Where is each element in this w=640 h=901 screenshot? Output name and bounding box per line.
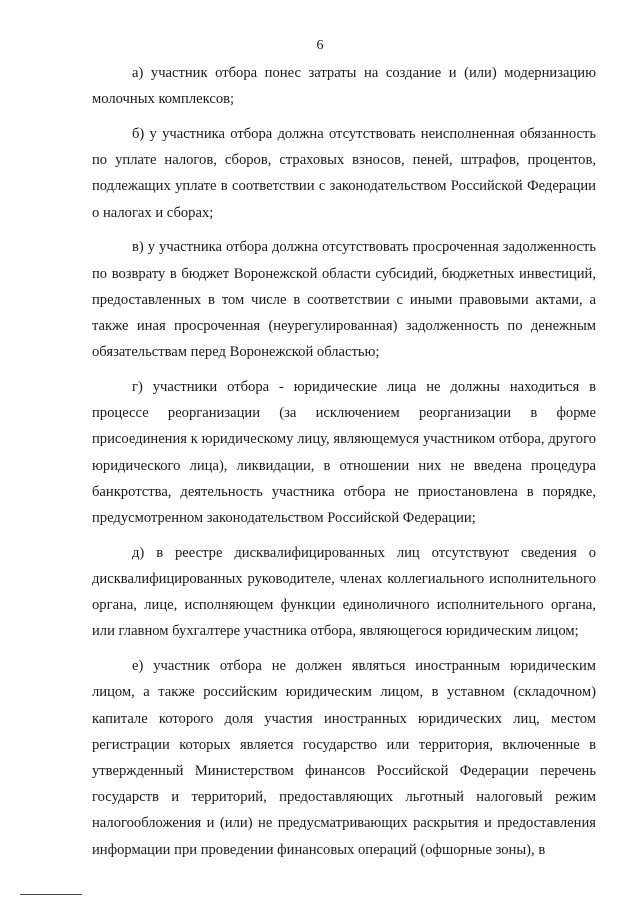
paragraph-g: г) участники отбора - юридические лица не должны находиться в процессе реорганизации (за исключением реорганизации в форме присоединения к юридическому лицу, являющемуся участником отбора, другого юридического лица), ликвидации, в отношении них не введена процедура банкротства, деятельность участника отбора не приостановлена в порядке, предусмотренном законодательством Российской Федерации; <box>92 379 596 527</box>
paragraph-a: а) участник отбора понес затраты на создание и (или) модернизацию молочных комплексов; <box>92 65 596 108</box>
paragraph-v: в) у участника отбора должна отсутствовать просроченная задолженность по возврату в бюджет Воронежской области субсидий, бюджетных инвестиций, предоставленных в том числе в соответствии с иными правовыми актами, а также иная просроченная (неурегулированная) задолженность по денежным обязательствам перед Воронежской областью; <box>92 239 596 361</box>
footer-divider <box>20 894 82 895</box>
paragraph-e: е) участник отбора не должен являться иностранным юридическим лицом, а также российским юридическим лицом, в уставном (складочном) капитале которого доля участия иностранных юридических лиц, местом регистрации которых является государство или территория, включенные в утвержденный Министерством финансов Российской Федерации перечень государств и территорий, предоставляющих льготный налоговый режим налогообложения и (или) не предусматривающих раскрытия и предоставления информации при проведении финансовых операций (офшорные зоны), в <box>92 658 596 858</box>
paragraph-d: д) в реестре дисквалифицированных лиц отсутствуют сведения о дисквалифицированных руководителе, членах коллегиального исполнительного органа, лице, исполняющем функции единоличного исполнительного органа, или главном бухгалтере участника отбора, являющегося юридическим лицом; <box>92 544 596 640</box>
page-number: 6 <box>316 38 324 53</box>
paragraph-b: б) у участника отбора должна отсутствовать неисполненная обязанность по уплате налогов, сборов, страховых взносов, пеней, штрафов, процентов, подлежащих уплате в соответствии с законодательством Российской Федерации о налогах и сборах; <box>92 126 596 221</box>
document-body <box>92 60 596 871</box>
